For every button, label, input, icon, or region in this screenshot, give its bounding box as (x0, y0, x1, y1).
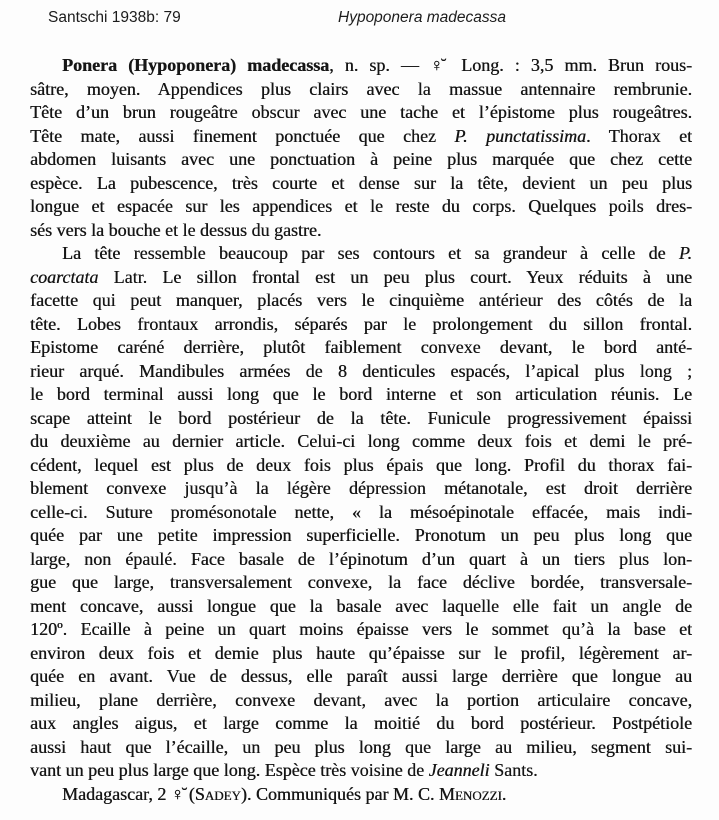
text-line: milieu, plane derrière, convexe devant, avec la portion articulaire concave, (30, 689, 692, 710)
species-name-bold: Ponera (Hypoponera) madecassa (62, 55, 330, 75)
page-header (48, 9, 719, 29)
text-line: du deuxième au dernier article. Celui-ci long comme deux fois et demi le pré- (30, 431, 692, 451)
text-line: espèce. La pubescence, très courte et dense sur la tête, devient un peu plus (30, 172, 692, 193)
text-line: rieur arqué. Mandibules armées de 8 denticules espacés, l’apical plus long ; (30, 360, 692, 381)
text-line: environ deux fois et demie plus haute qu’épaisse sur le profil, légèrement ar- (30, 642, 692, 663)
text-line: vant un peu plus large que long. Espèce très voisine de Jeanneli Sants. (30, 760, 538, 780)
text-line: aux angles aigus, et large comme la moitié du bord postérieur. Postpétiole (30, 713, 692, 733)
text-line: abdomen luisants avec une ponctuation à peine plus marquée que chez cette (30, 149, 692, 169)
text-line: Ponera (Hypoponera) madecassa, n. sp. — ♀̆ Long. : 3,5 mm. Brun rous- (62, 55, 692, 75)
text-line: Tête mate, aussi finement ponctuée que chez P. punctatissima. Thorax et (30, 125, 692, 146)
text-line: blement convexe jusqu’à la légère dépression métanotale, est droit derrière (30, 478, 692, 498)
text-line: 120º. Ecaille à peine un quart moins épaisse vers le sommet qu’à la base et (30, 619, 692, 639)
citation-reference: Santschi 1938b: 79 (48, 9, 181, 26)
paragraph-morphology (30, 242, 692, 783)
text-line: La tête ressemble beaucoup par ses contours et sa grandeur à celle de P. (62, 243, 692, 263)
text-line: tête. Lobes frontaux arrondis, séparés par le prolongement du sillon frontal. (30, 313, 692, 334)
species-epithet-italic: coarctata (30, 266, 99, 287)
text-line: facette qui peut manquer, placés vers le cinquième antérieur des côtés de la (30, 290, 692, 310)
text-line: ment concave, aussi longue que la basale avec laquelle elle fait un angle de (30, 595, 692, 616)
species-epithet-italic: P. (678, 243, 692, 263)
species-epithet-italic: Jeanneli (428, 760, 490, 780)
text-line: sés vers la bouche et le dessus du gastre. (30, 219, 322, 240)
text-line: celle-ci. Suture promésonotale nette, « la mésoépinotale effacée, mais indi- (30, 501, 692, 522)
text-line: large, non épaulé. Face basale de l’épinotum d’un quart à un tiers plus lon- (30, 548, 692, 569)
text-line: Tête d’un brun rougeâtre obscur avec une tache et l’épistome plus rougeâtres. (30, 102, 692, 122)
running-title: Hypoponera madecassa (338, 9, 507, 26)
text-line: Epistome caréné derrière, plutôt faiblement convexe devant, le bord anté- (30, 337, 692, 357)
text-line: le bord terminal aussi long que le bord interne et son articulation réunis. Le (30, 384, 692, 404)
text-line: aussi haut que l’écaille, un peu plus long que large au milieu, segment sui- (30, 736, 692, 757)
communicator-name-smallcaps: Menozzi (438, 783, 502, 804)
text-line: Madagascar, 2 ♀̆ (Sadey). Communiqués par M. C. Menozzi. (62, 783, 507, 804)
text-line: quée en avant. Vue de dessus, elle paraît aussi large derrière que longue au (30, 666, 692, 686)
text-line: coarctata Latr. Le sillon frontal est un peu plus court. Yeux réduits à une (30, 266, 692, 287)
collector-name-smallcaps: Sadey (194, 783, 241, 804)
body-text (30, 54, 692, 806)
text-line: scape atteint le bord postérieur de la tête. Funicule progressivement épaissi (30, 407, 692, 428)
text-line: longue et espacée sur les appendices et le reste du corps. Quelques poils dres- (30, 196, 692, 216)
text-line: quée par une petite impression superficielle. Pronotum un peu plus long que (30, 525, 692, 545)
text-line: sâtre, moyen. Appendices plus clairs avec la massue antennaire rembrunie. (30, 78, 692, 99)
species-epithet-italic: P. punctatissima (454, 125, 586, 146)
paragraph-description (30, 54, 692, 242)
text-line: cédent, lequel est plus de deux fois plus épais que long. Profil du thorax fai- (30, 454, 692, 475)
text-line: gue que large, transversalement convexe, la face déclive bordée, transversale- (30, 572, 692, 592)
paragraph-material (30, 783, 692, 807)
